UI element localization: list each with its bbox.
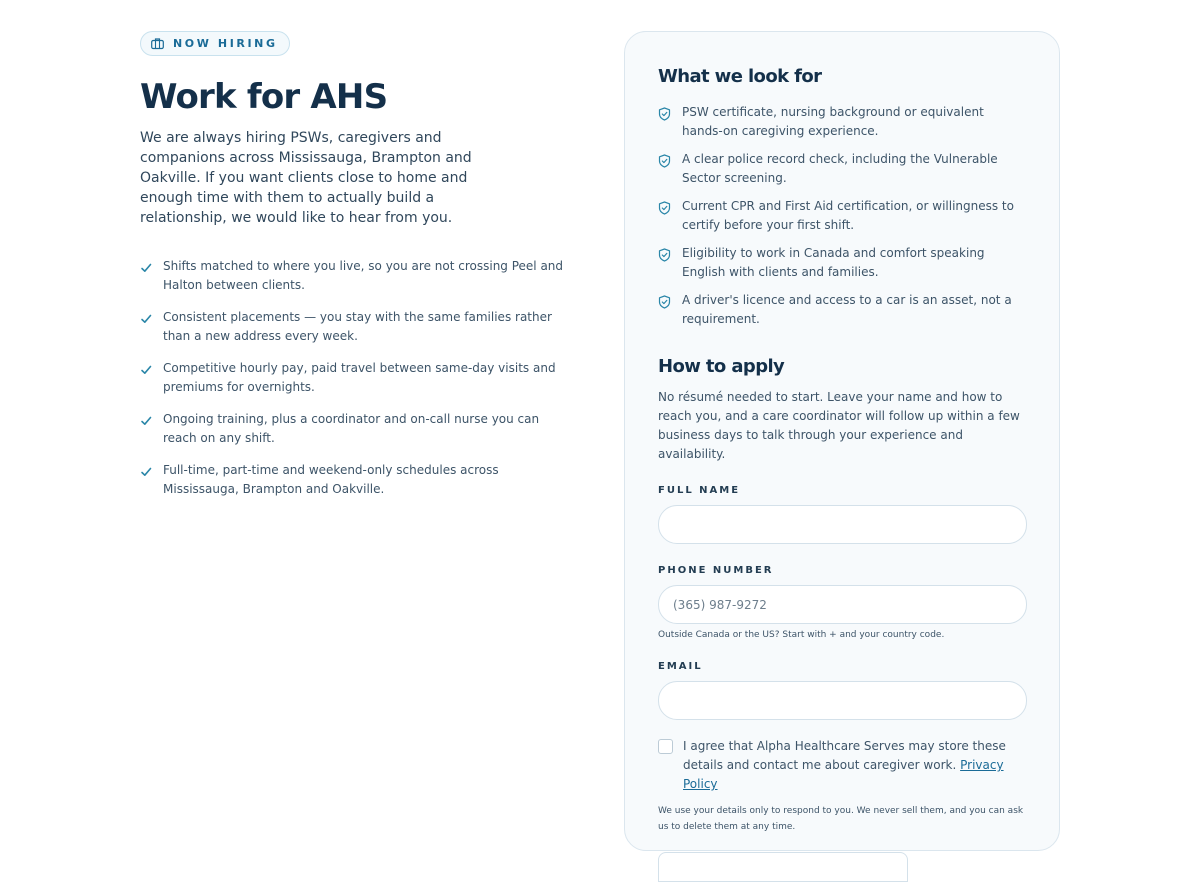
phone-label: PHONE NUMBER — [658, 565, 774, 576]
badge-label: NOW HIRING — [173, 37, 278, 50]
list-item — [658, 291, 1028, 329]
phone-input[interactable] — [658, 585, 1027, 624]
list-item — [140, 359, 580, 397]
fine-print: We use your details only to respond to you. We never sell them, and you can ask us to delete them at any time. — [658, 806, 1024, 832]
perk-text: Shifts matched to where you live, so you are not crossing Peel and Halton between clients. — [163, 259, 564, 292]
submit-button[interactable] — [658, 852, 908, 882]
shield-check-icon — [658, 103, 682, 125]
full-name-label: FULL NAME — [658, 485, 741, 496]
apply-text: No résumé needed to start. Leave your name and how to reach you, and a care coordinator will follow up within a few business days to talk through your experience and availability. — [658, 390, 1020, 461]
intro-paragraph: We are always hiring PSWs, caregivers and companions across Mississauga, Brampton and Oakville. If you want clients close to home and enough time with them to actually build a relationship, we would like to hear from you. — [140, 130, 472, 226]
application-card — [624, 31, 1060, 851]
now-hiring-badge — [140, 31, 290, 56]
perk-text: Ongoing training, plus a coordinator and on-call nurse you can reach on any shift. — [163, 412, 540, 445]
full-name-input[interactable] — [658, 505, 1027, 544]
perk-text: Competitive hourly pay, paid travel between same-day visits and premiums for overnights. — [163, 361, 556, 394]
shield-check-icon — [658, 150, 682, 172]
consent-row — [658, 737, 1028, 794]
check-icon — [140, 308, 163, 329]
list-item — [140, 410, 580, 448]
phone-hint: Outside Canada or the US? Start with + and your country code. — [658, 630, 945, 640]
requirement-text: Eligibility to work in Canada and comfort speaking English with clients and families. — [682, 246, 985, 279]
perks-list — [140, 257, 580, 499]
requirement-text: PSW certificate, nursing background or equivalent hands-on caregiving experience. — [682, 105, 984, 138]
list-item — [658, 150, 1028, 188]
page-title: Work for AHS — [140, 77, 388, 117]
requirements-heading: What we look for — [658, 66, 822, 87]
list-item — [658, 103, 1028, 141]
requirement-text: A driver's licence and access to a car is an asset, not a requirement. — [682, 293, 1012, 326]
list-item — [140, 308, 580, 346]
email-input[interactable] — [658, 681, 1027, 720]
list-item — [658, 197, 1028, 235]
consent-text: I agree that Alpha Healthcare Serves may store these details and contact me about caregiver work. — [683, 739, 1006, 772]
left-column — [140, 31, 580, 512]
briefcase-icon — [151, 38, 164, 49]
list-item — [140, 257, 580, 295]
list-item — [658, 244, 1028, 282]
privacy-policy-link[interactable]: Privacy Policy — [683, 758, 1004, 791]
perk-text: Consistent placements — you stay with the same families rather than a new address every week. — [163, 310, 552, 343]
check-icon — [140, 359, 163, 380]
check-icon — [140, 461, 163, 482]
requirements-list — [658, 103, 1028, 329]
apply-heading: How to apply — [658, 356, 785, 377]
shield-check-icon — [658, 291, 682, 313]
check-icon — [140, 257, 163, 278]
list-item — [140, 461, 580, 499]
consent-label — [683, 737, 1028, 794]
consent-checkbox[interactable] — [658, 739, 673, 754]
email-label: EMAIL — [658, 661, 703, 672]
shield-check-icon — [658, 244, 682, 266]
shield-check-icon — [658, 197, 682, 219]
perk-text: Full-time, part-time and weekend-only schedules across Mississauga, Brampton and Oakville. — [163, 463, 499, 496]
requirement-text: A clear police record check, including the Vulnerable Sector screening. — [682, 152, 998, 185]
requirement-text: Current CPR and First Aid certification, or willingness to certify before your first shift. — [682, 199, 1014, 232]
check-icon — [140, 410, 163, 431]
